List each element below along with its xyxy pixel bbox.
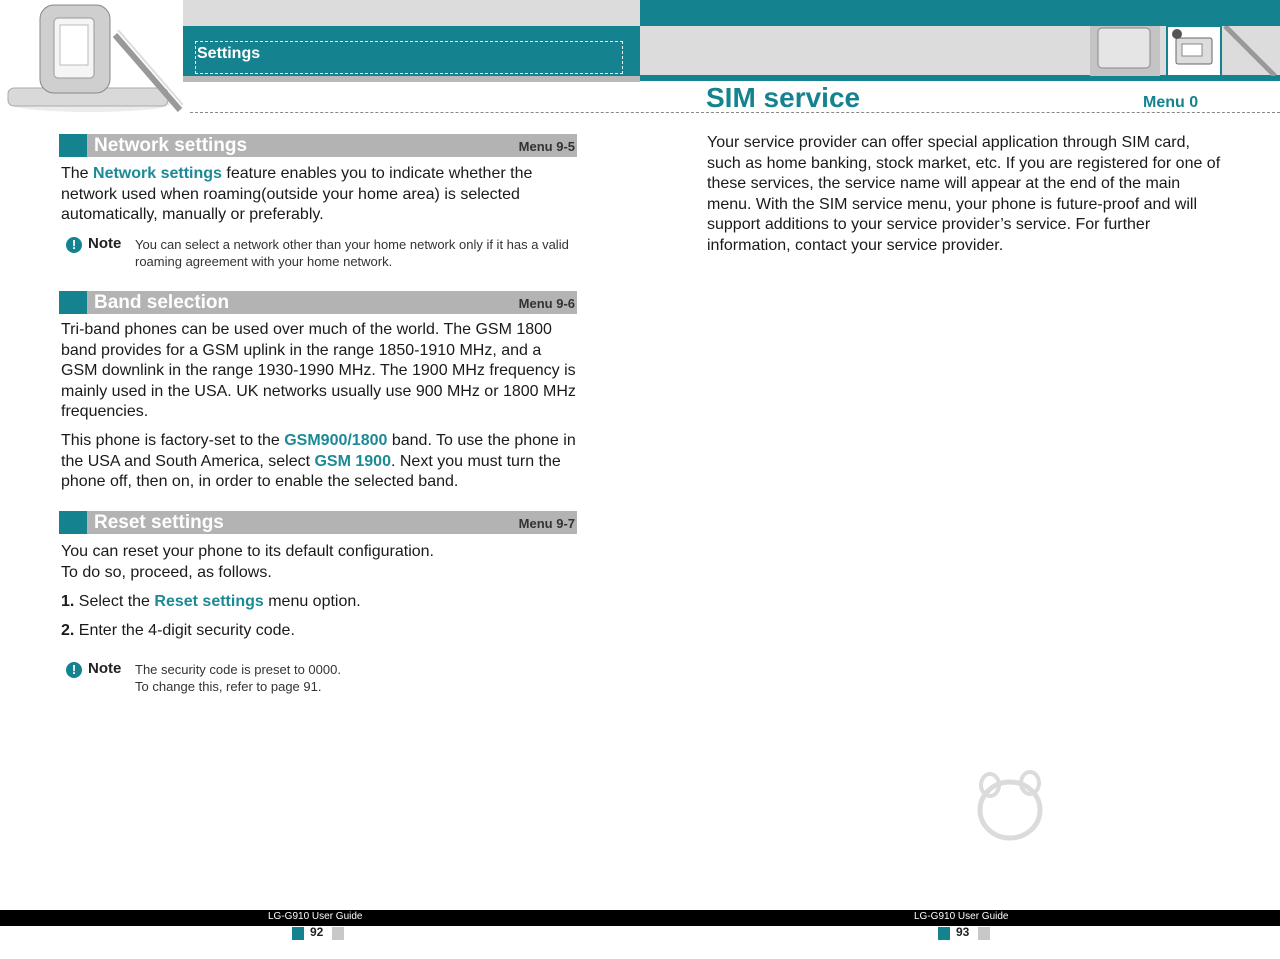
page-title: SIM service <box>706 82 861 113</box>
section-marker <box>59 134 87 157</box>
note-exclamation-icon: ! <box>66 237 82 253</box>
page-marker-teal <box>938 927 950 940</box>
band-paragraph-1: Tri-band phones can be used over much of the world. The GSM 1800 band provides for a GSM uplink in the range 1850-1910 MHz, and a GSM downlink in the range 1930-1990 MHz. The 1900 MHz frequency is mainly used in the USA. UK networks usually use 900 MHz or 1800 MHz frequencies. <box>61 321 576 420</box>
section-bar-network <box>59 134 577 157</box>
page-marker-gray <box>978 927 990 940</box>
page-marker-gray <box>332 927 344 940</box>
footer-guide-label: LG-G910 User Guide <box>914 911 1009 922</box>
menu-code: Menu 9-5 <box>518 139 575 154</box>
footer-guide-label: LG-G910 User Guide <box>268 911 363 922</box>
reset-step-1: 1. Select the Reset settings menu option. <box>61 593 361 610</box>
header-band-teal-right <box>640 0 1280 26</box>
menu-code: Menu 0 <box>1143 94 1199 111</box>
note-label: Note <box>88 235 122 252</box>
header-underline-left <box>183 76 640 82</box>
note-text: You can select a network other than your home network only if it has a valid roaming agreement with your home network. <box>135 237 569 269</box>
footer-bar <box>0 910 1280 926</box>
note-label: Note <box>88 660 122 677</box>
phone-illustration <box>0 0 183 115</box>
menu-code: Menu 9-6 <box>518 296 575 311</box>
reset-paragraph: You can reset your phone to its default configuration. To do so, proceed, as follows. <box>61 543 434 581</box>
note-text: The security code is preset to 0000. To change this, refer to page 91. <box>135 662 341 694</box>
band-paragraph-2: This phone is factory-set to the GSM900/1800 band. To use the phone in the USA and South America, select GSM 1900. Next you must turn the phone off, then on, in order to enable the selected band. <box>61 432 576 490</box>
sim-service-paragraph: Your service provider can offer special application through SIM card, such as home banking, stock market, etc. If you are registered for one of these services, the service name will appear at the end of the main menu. With the SIM service menu, your phone is future-proof and will support additions to your service provider’s service. For further information, contact your service provider. <box>707 134 1221 254</box>
page-marker-teal <box>292 927 304 940</box>
section-title: Band selection <box>94 292 230 313</box>
reset-step-2: 2. Enter the 4-digit security code. <box>61 622 295 639</box>
page-number: 93 <box>956 925 970 939</box>
network-paragraph: The Network settings feature enables you to indicate whether the network used when roaming(outside your home area) is selected automatically, manually or preferably. <box>61 165 533 223</box>
section-marker <box>59 511 87 534</box>
section-bar-band <box>59 291 577 314</box>
page-number: 92 <box>310 925 324 939</box>
header-section-label: Settings <box>197 45 261 62</box>
section-title: Network settings <box>94 135 248 156</box>
section-bar-reset <box>59 511 577 534</box>
header-band-gray <box>183 0 640 26</box>
section-marker <box>59 291 87 314</box>
baidu-watermark <box>905 765 1205 915</box>
sim-card-graphic <box>1040 26 1280 76</box>
section-title: Reset settings <box>94 512 224 533</box>
menu-code: Menu 9-7 <box>518 516 575 531</box>
note-exclamation-icon: ! <box>66 662 82 678</box>
